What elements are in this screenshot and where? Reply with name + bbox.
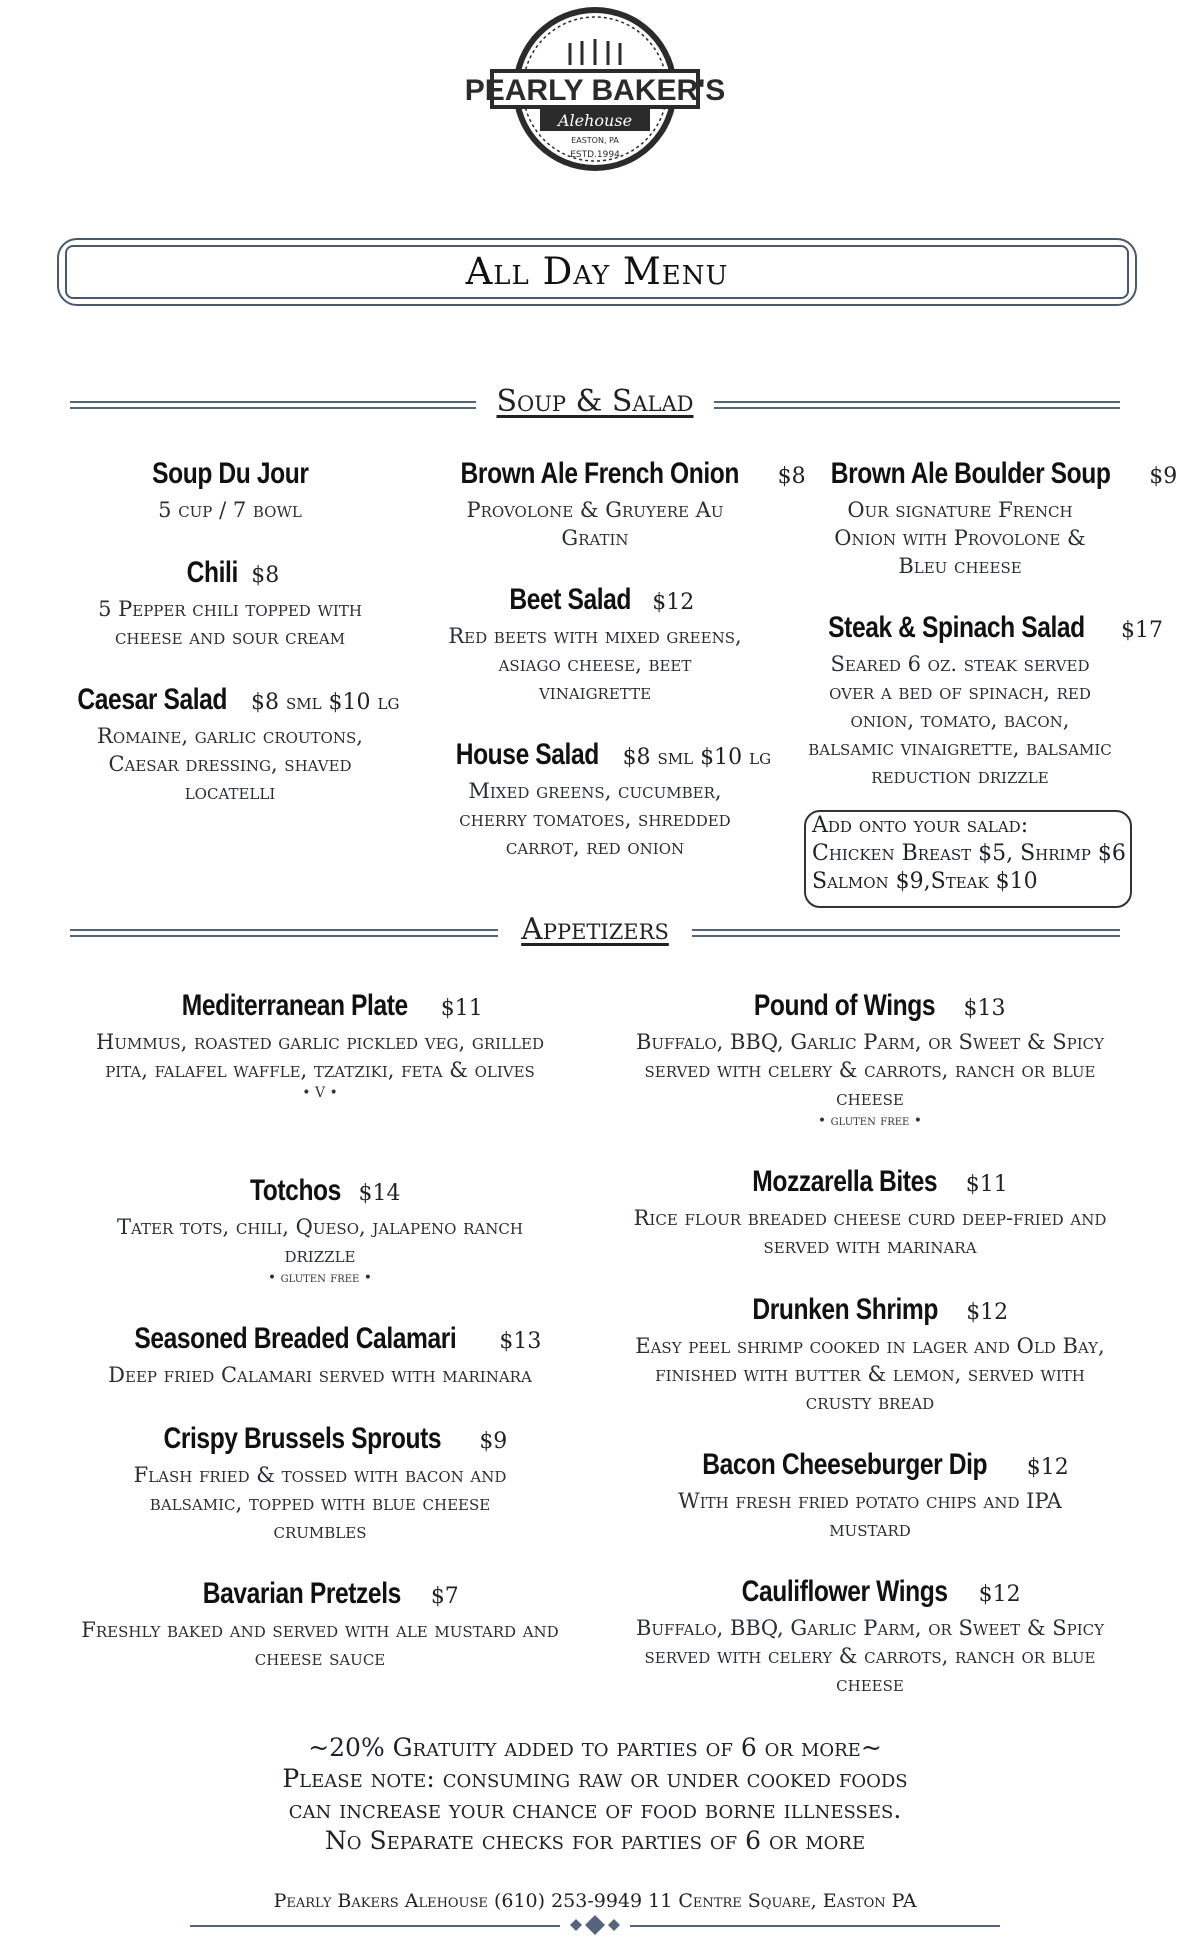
divider-rule bbox=[70, 929, 498, 937]
divider-rule bbox=[714, 401, 1120, 409]
item-price: $8 sml $10 lg bbox=[622, 745, 772, 770]
item-name: Drunken Shrimp bbox=[752, 1293, 938, 1326]
menu-item bbox=[90, 1173, 550, 1287]
item-name: Steak & Spinach Salad bbox=[828, 611, 1085, 644]
contact-line: Pearly Bakers Alehouse (610) 253-9949 11 Centre Square, Easton PA bbox=[273, 1890, 917, 1912]
item-price: $13 bbox=[963, 996, 1006, 1021]
item-name: Bavarian Pretzels bbox=[202, 1577, 402, 1610]
item-name: Seasoned Breaded Calamari bbox=[133, 1322, 457, 1355]
item-description: Deep fried Calamari served with marinara bbox=[108, 1363, 532, 1387]
item-description: Our signature French Onion with Provolone & Bleu cheese bbox=[834, 498, 1086, 578]
item-name: Totchos bbox=[249, 1174, 341, 1207]
divider-rule bbox=[70, 401, 476, 409]
footer-rule bbox=[190, 1925, 560, 1927]
item-description: Provolone & Gruyere Au Gratin bbox=[466, 498, 724, 550]
item-description: Easy peel shrimp cooked in lager and Old Bay, finished with butter & lemon, served with crusty bread bbox=[635, 1334, 1105, 1414]
item-description: Freshly baked and served with ale mustard and cheese sauce bbox=[81, 1618, 559, 1670]
logo-est: ESTD.1994 bbox=[570, 150, 620, 160]
item-price: $7 bbox=[430, 1584, 459, 1609]
item-description: Romaine, garlic croutons, Caesar dressing, shaved locatelli bbox=[97, 724, 363, 804]
menu-item bbox=[60, 682, 400, 806]
diamond-ornament-icon bbox=[560, 1914, 630, 1936]
appetizers-heading: Appetizers bbox=[521, 912, 669, 947]
addon-line: Add onto your salad: bbox=[812, 813, 1029, 838]
item-price: $12 bbox=[966, 1300, 1009, 1325]
menu-item bbox=[620, 988, 1120, 1130]
menu-item bbox=[80, 1576, 560, 1672]
item-description: Rice flour breaded cheese curd deep-fried and served with marinara bbox=[633, 1206, 1107, 1258]
gratuity-note: ~20% Gratuity added to parties of 6 or more~ bbox=[308, 1733, 882, 1762]
item-name: Caesar Salad bbox=[76, 683, 227, 716]
item-name: Mozzarella Bites bbox=[752, 1165, 938, 1198]
item-description: Flash fried & tossed with bacon and balsamic, topped with blue cheese crumbles bbox=[133, 1463, 507, 1543]
footer-rule bbox=[630, 1925, 1000, 1927]
logo-location: EASTON, PA bbox=[571, 136, 619, 145]
menu-item bbox=[80, 988, 560, 1102]
menu-item bbox=[440, 737, 772, 861]
item-price: $12 bbox=[1026, 1455, 1069, 1480]
menu-item bbox=[800, 610, 1163, 790]
item-name: Mediterranean Plate bbox=[181, 989, 408, 1022]
divider-rule bbox=[692, 929, 1120, 937]
dietary-tag: • V • bbox=[302, 1085, 338, 1101]
item-description: Red beets with mixed greens, asiago cheese, beet vinaigrette bbox=[448, 624, 742, 704]
item-price: $11 bbox=[440, 996, 483, 1021]
item-price: $13 bbox=[499, 1329, 542, 1354]
menu-item bbox=[620, 1574, 1120, 1698]
menu-item bbox=[800, 456, 1178, 580]
footer-notes bbox=[100, 1732, 1090, 1856]
salad-addon-text bbox=[812, 812, 1132, 896]
dietary-tag: • gluten free • bbox=[817, 1113, 923, 1129]
addon-line: Salmon $9,Steak $10 bbox=[812, 869, 1038, 894]
item-description: 5 cup / 7 bowl bbox=[158, 498, 302, 522]
item-description: Seared 6 oz. steak served over a bed of spinach, red onion, tomato, bacon, balsamic vinaigrette, balsamic reduction drizzle bbox=[808, 652, 1112, 788]
menu-item bbox=[70, 456, 390, 524]
separate-checks-note: No Separate checks for parties of 6 or more bbox=[324, 1826, 866, 1855]
item-price: $17 bbox=[1120, 618, 1163, 643]
item-price: $8 bbox=[251, 563, 280, 588]
logo-name: PEARLY BAKER'S bbox=[464, 74, 726, 107]
menu-item bbox=[70, 1321, 570, 1389]
item-description: Tater tots, chili, Queso, jalapeno ranch drizzle bbox=[117, 1215, 523, 1267]
item-name: Chili bbox=[186, 556, 238, 589]
item-description: With fresh fried potato chips and IPA mustard bbox=[678, 1489, 1062, 1541]
item-price: $11 bbox=[965, 1172, 1008, 1197]
menu-item bbox=[430, 456, 806, 552]
menu-item bbox=[640, 1447, 1100, 1543]
menu-title: All Day Menu bbox=[465, 250, 729, 293]
item-name: Pound of Wings bbox=[754, 989, 936, 1022]
item-name: Beet Salad bbox=[509, 583, 631, 616]
item-name: Crispy Brussels Sprouts bbox=[163, 1422, 441, 1455]
item-name: Brown Ale French Onion bbox=[460, 457, 740, 490]
soup-salad-heading: Soup & Salad bbox=[496, 384, 694, 419]
item-price: $8 sml $10 lg bbox=[250, 690, 400, 715]
menu-item bbox=[440, 582, 750, 706]
item-price: $14 bbox=[358, 1181, 401, 1206]
item-price: $12 bbox=[978, 1582, 1021, 1607]
item-price: $12 bbox=[652, 590, 695, 615]
menu-item bbox=[110, 1421, 530, 1545]
item-description: Mixed greens, cucumber, cherry tomatoes, shredded carrot, red onion bbox=[459, 779, 731, 859]
food-safety-note: can increase your chance of food borne illnesses. bbox=[288, 1795, 902, 1824]
dietary-tag: • gluten free • bbox=[267, 1270, 373, 1286]
menu-item bbox=[630, 1292, 1110, 1416]
addon-line: Chicken Breast $5, Shrimp $6 bbox=[812, 841, 1126, 866]
item-price: $9 bbox=[1149, 464, 1178, 489]
item-name: Brown Ale Boulder Soup bbox=[830, 457, 1111, 490]
item-description: Buffalo, BBQ, Garlic Parm, or Sweet & Spicy served with celery & carrots, ranch or blue cheese bbox=[635, 1030, 1105, 1110]
pearly-bakers-logo bbox=[464, 5, 726, 177]
item-name: House Salad bbox=[455, 738, 599, 771]
item-description: Buffalo, BBQ, Garlic Parm, or Sweet & Spicy served with celery & carrots, ranch or blue cheese bbox=[635, 1616, 1105, 1696]
item-name: Bacon Cheeseburger Dip bbox=[702, 1448, 988, 1481]
food-safety-note: Please note: consuming raw or under cooked foods bbox=[282, 1764, 908, 1793]
item-name: Cauliflower Wings bbox=[741, 1575, 949, 1608]
item-price: $9 bbox=[479, 1429, 508, 1454]
logo-sub: Alehouse bbox=[557, 111, 633, 130]
menu-item bbox=[620, 1164, 1120, 1260]
item-description: 5 Pepper chili topped with cheese and sour cream bbox=[98, 597, 362, 649]
menu-item bbox=[70, 555, 390, 651]
item-description: Hummus, roasted garlic pickled veg, grilled pita, falafel waffle, tzatziki, feta & olives bbox=[96, 1030, 544, 1082]
item-name: Soup Du Jour bbox=[151, 457, 309, 490]
item-price: $8 bbox=[777, 464, 806, 489]
